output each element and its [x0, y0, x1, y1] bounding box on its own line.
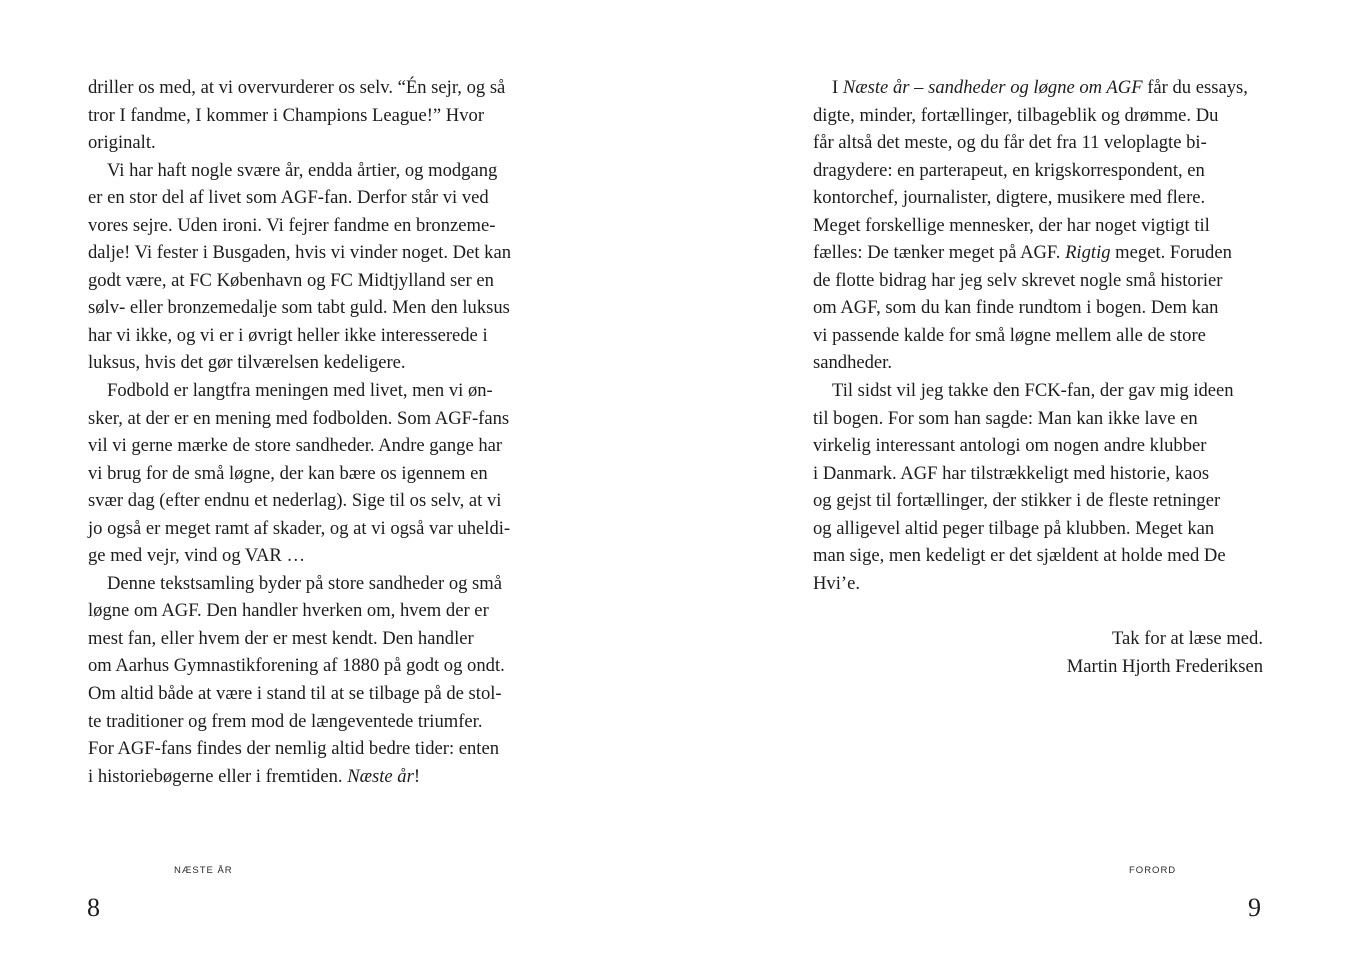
- text-line: sølv- eller bronzemedalje som tabt guld. Men den luksus: [88, 297, 510, 319]
- text-line: til bogen. For som han sagde: Man kan ikke lave en: [813, 407, 1198, 429]
- text-line: Om altid både at være i stand til at se tilbage på de stol-: [88, 683, 502, 705]
- text-line: luksus, hvis det gør tilværelsen kedeligere.: [88, 352, 406, 374]
- text-line: ge med vejr, vind og VAR …: [88, 545, 306, 567]
- text-segment: I: [832, 77, 843, 98]
- text-segment: fælles: De tænker meget på AGF.: [813, 242, 1066, 264]
- text-line: man sige, men kedeligt er det sjældent at holde med De: [813, 545, 1226, 567]
- text-line: om AGF, som du kan finde rundtom i bogen. Dem kan: [813, 297, 1219, 319]
- text-line: vil vi gerne mærke de store sandheder. Andre gange har: [88, 435, 503, 457]
- text-line: Til sidst vil jeg takke den FCK-fan, der gav mig ideen: [832, 380, 1234, 402]
- text-line: sker, at der er en mening med fodbolden. Som AGF-fans: [88, 407, 510, 429]
- text-line: dragydere: en parterapeut, en krigskorrespondent, en: [813, 159, 1205, 181]
- text-line: svær dag (efter endnu et nederlag). Sige til os selv, at vi: [88, 490, 502, 512]
- text-line: er en stor del af livet som AGF-fan. Derfor står vi ved: [88, 187, 489, 209]
- book-title-italic: Næste år – sandheder og løgne om AGF: [842, 77, 1143, 98]
- signature-block: [813, 625, 1263, 680]
- text-segment: i historiebøgerne eller i fremtiden.: [88, 765, 348, 787]
- text-line-rigtig: [813, 239, 1273, 267]
- emphasis-italic: Rigtig: [1065, 242, 1111, 264]
- text-line: de flotte bidrag har jeg selv skrevet nogle små historier: [813, 269, 1223, 291]
- text-line: Meget forskellige mennesker, der har noget vigtigt til: [813, 214, 1210, 236]
- text-line: om Aarhus Gymnastikforening af 1880 på godt og ondt.: [88, 655, 505, 677]
- right-body-text: [813, 74, 1273, 597]
- text-line: For AGF-fans findes der nemlig altid bedre tider: enten: [88, 738, 500, 760]
- text-line: mest fan, eller hvem der er mest kendt. Den handler: [88, 627, 474, 649]
- text-line: Fodbold er langtfra meningen med livet, men vi øn-: [107, 380, 493, 402]
- book-title-italic: Næste år: [347, 765, 414, 787]
- running-head-left: NÆSTE ÅR: [174, 865, 233, 876]
- text-line: og gejst til fortællinger, der stikker i de fleste retninger: [813, 490, 1221, 512]
- text-line: virkelig interessant antologi om nogen andre klubber: [813, 435, 1207, 457]
- text-line: vi brug for de små løgne, der kan bære os igennem en: [88, 462, 488, 484]
- page-number-left: 8: [87, 893, 100, 922]
- page-number-right: 9: [1248, 893, 1261, 922]
- text-line: tror I fandme, I kommer i Champions League!” Hvor: [88, 104, 485, 126]
- text-line: Hvi’e.: [813, 572, 860, 594]
- text-line: driller os med, at vi overvurderer os selv. “Én sejr, og så: [88, 77, 506, 98]
- text-line: Denne tekstsamling byder på store sandheder og små: [107, 572, 503, 594]
- text-line: løgne om AGF. Den handler hverken om, hvem der er: [88, 600, 489, 622]
- text-line: har vi ikke, og vi er i øvrigt heller ikke interesserede i: [88, 324, 488, 346]
- text-segment: meget. Foruden: [1110, 242, 1232, 264]
- text-segment: får du essays,: [1142, 77, 1248, 98]
- running-head-right: FORORD: [1129, 865, 1177, 876]
- text-line: og alligevel altid peger tilbage på klubben. Meget kan: [813, 517, 1215, 539]
- text-line: vores sejre. Uden ironi. Vi fejrer fandme en bronzeme-: [88, 214, 496, 236]
- text-line: godt være, at FC København og FC Midtjylland ser en: [88, 269, 494, 291]
- author-name: Martin Hjorth Frederiksen: [1066, 655, 1263, 677]
- text-line: te traditioner og frem mod de længeventede triumfer.: [88, 710, 483, 732]
- signoff-line: Tak for at læse med.: [1111, 628, 1263, 649]
- text-line: dalje! Vi fester i Busgaden, hvis vi vinder noget. Det kan: [88, 242, 511, 264]
- text-line: vi passende kalde for små løgne mellem alle de store: [813, 324, 1206, 346]
- text-line: sandheder.: [813, 352, 892, 374]
- text-line: originalt.: [88, 132, 156, 154]
- text-segment: !: [413, 765, 421, 787]
- text-line: Vi har haft nogle svære år, endda årtier, og modgang: [107, 159, 498, 181]
- text-line-first: [813, 74, 1273, 102]
- text-line-last: [88, 763, 548, 791]
- text-line: jo også er meget ramt af skader, og at vi også var uheldi-: [88, 517, 511, 539]
- text-line: kontorchef, journalister, digtere, musikere med flere.: [813, 187, 1206, 209]
- right-page: [675, 0, 1350, 958]
- text-line: får altså det meste, og du får det fra 11 veloplagte bi-: [813, 132, 1207, 154]
- text-line: digte, minder, fortællinger, tilbageblik og drømme. Du: [813, 104, 1219, 126]
- left-body-text: [88, 74, 548, 790]
- text-line: i Danmark. AGF har tilstrækkeligt med historie, kaos: [813, 462, 1210, 484]
